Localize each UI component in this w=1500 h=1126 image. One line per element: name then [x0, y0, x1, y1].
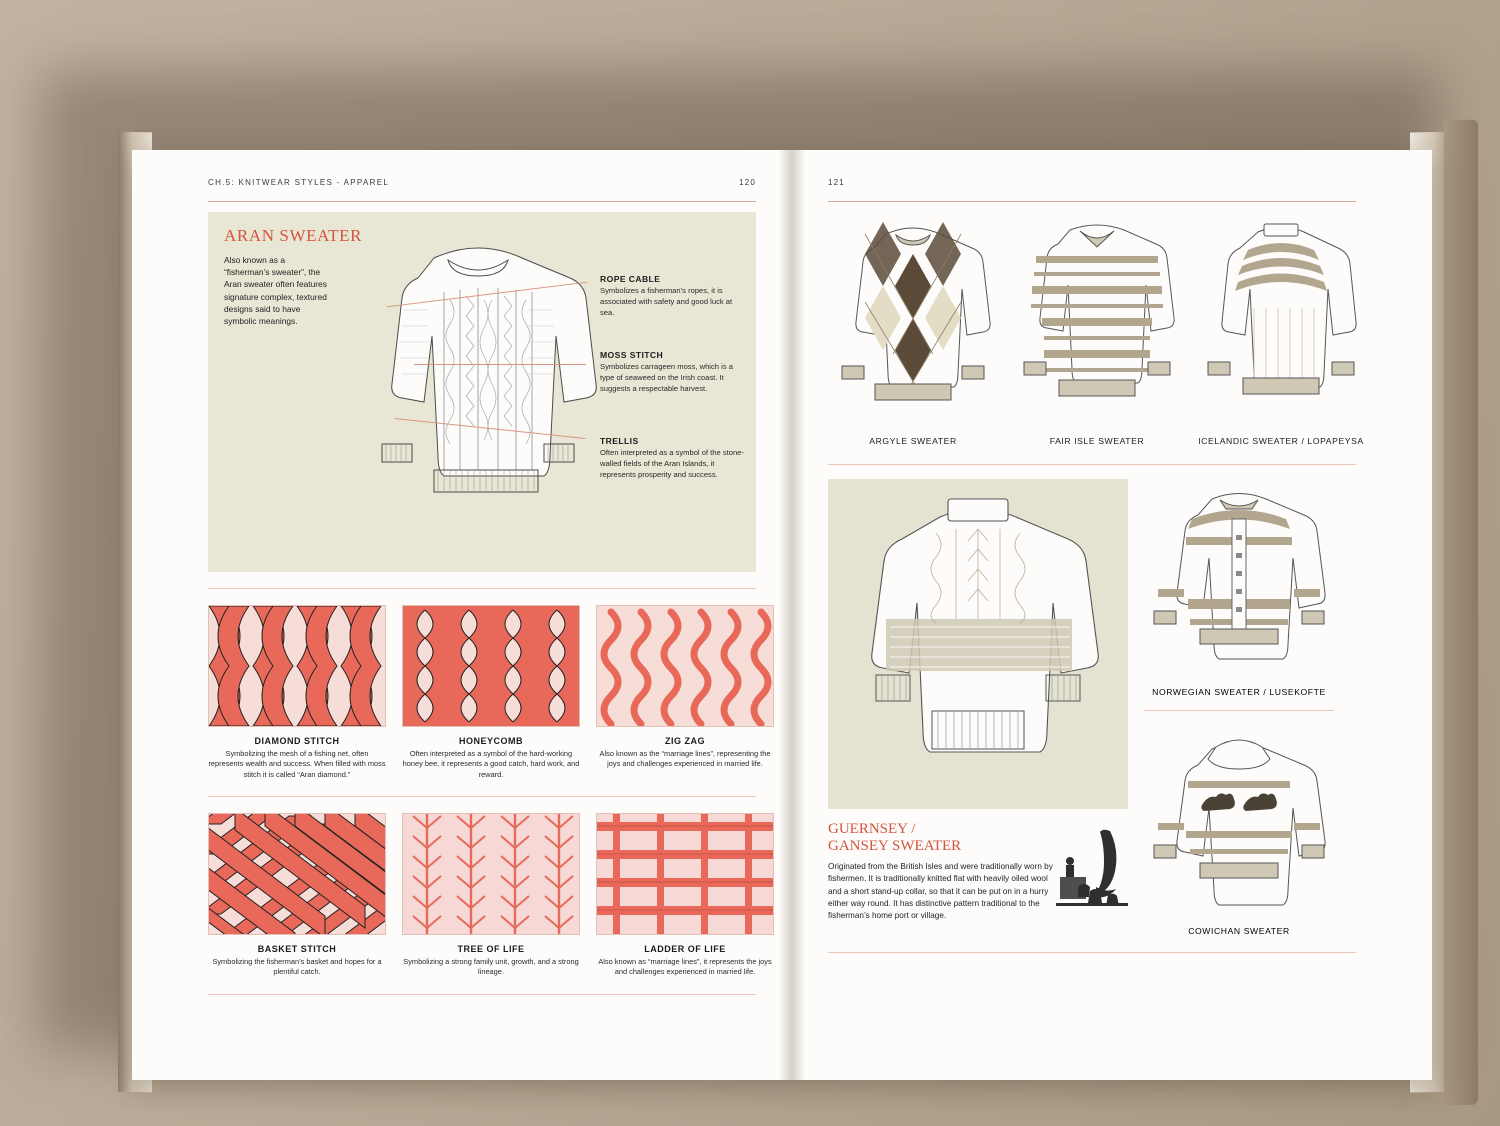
swatch-basket-stitch: [208, 813, 386, 935]
norwegian-sweater-illustration: [1144, 479, 1334, 679]
callout-heading: TRELLIS: [600, 436, 639, 446]
item-fair-isle-sweater: [1012, 216, 1182, 448]
sweater-row-top: [828, 216, 1364, 448]
stitch-name: TREE OF LIFE: [457, 944, 525, 955]
stitch-cell-tree-of-life: [402, 813, 580, 978]
book-cover-edge: [1444, 120, 1478, 1106]
guernsey-title-line2: GANSEY SWEATER: [828, 837, 962, 854]
divider-rule-2: [208, 796, 756, 797]
stitch-desc: Often interpreted as a symbol of the hard-working honey bee, it represents a good catch, hard work, and reward.: [402, 749, 580, 779]
item-norwegian-sweater: [1144, 479, 1334, 699]
header-rule-right: [828, 201, 1356, 202]
stitch-name: ZIG ZAG: [665, 736, 705, 746]
callout-body: Symbolizes a fisherman’s ropes, it is associated with safety and good luck at sea.: [600, 286, 733, 317]
callout-rope-cable: [600, 274, 748, 318]
page-number-left: 120: [739, 178, 756, 187]
running-head: CH.5: KNITWEAR STYLES - APPAREL: [208, 178, 390, 187]
stitch-desc: Symbolizing a strong family unit, growth, and a strong lineage.: [403, 957, 579, 977]
item-label: FAIR ISLE SWEATER: [1049, 436, 1145, 446]
aran-sweater-panel: [208, 212, 756, 572]
stitch-cell-zigzag: [596, 605, 774, 780]
callout-body: Often interpreted as a symbol of the stone-walled fields of the Aran Islands, it represents prosperity and success.: [600, 448, 744, 479]
aran-description: Also known as a “fisherman’s sweater”, the Aran sweater often features signature complex, textured designs said to have symbolic meanings.: [224, 255, 327, 326]
divider-rule-1: [208, 588, 756, 589]
stitch-name: DIAMOND STITCH: [254, 736, 340, 746]
leader-line-moss-stitch: [414, 364, 586, 365]
swatch-zig-zag: [596, 605, 774, 727]
right-lower-area: [828, 479, 1356, 938]
callout-moss-stitch: [600, 350, 748, 394]
item-label: ICELANDIC SWEATER / LOPAPEYSA: [1198, 436, 1364, 446]
swatch-tree-of-life: [402, 813, 580, 935]
stitch-name: BASKET STITCH: [257, 944, 337, 955]
aran-title: ARAN SWEATER: [224, 226, 363, 245]
stitch-desc: Symbolizing the mesh of a fishing net, often represents wealth and success. When filled with moss stitch it is called “Aran diamond.”: [208, 749, 386, 779]
guernsey-body: Originated from the British Isles and were traditionally worn by fishermen. It is traditionally knitted flat with heavily oiled wool and a short stand-up collar, so that it can be put on in a hurry either way round. It has distinctive pattern traditional to the fisherman’s home port or village.: [828, 862, 1053, 921]
item-label: NORWEGIAN SWEATER / LUSEKOFTE: [1152, 686, 1326, 697]
guernsey-block: [828, 479, 1128, 938]
swatch-honeycomb: [402, 605, 580, 727]
stitch-cell-ladder: [596, 813, 774, 978]
divider-rule-right-3: [828, 952, 1356, 953]
left-page: [132, 150, 792, 1080]
stitch-row-1: [208, 605, 771, 780]
fair-isle-sweater-illustration: [1012, 216, 1182, 426]
right-side-column: [1144, 479, 1334, 938]
book-spread: [132, 150, 1432, 1080]
stitch-row-2: [208, 813, 772, 978]
whale-engraving-illustration: [1056, 825, 1128, 917]
divider-rule-3: [208, 994, 756, 995]
left-page-header: [208, 178, 756, 187]
guernsey-title-line1: GUERNSEY /: [828, 820, 916, 837]
stitch-cell-honeycomb: [402, 605, 580, 780]
header-rule-left: [208, 201, 756, 202]
guernsey-image-panel: [828, 479, 1128, 809]
stitch-desc: Symbolizing the fisherman’s basket and hopes for a plentiful catch.: [212, 957, 382, 977]
callout-heading: MOSS STITCH: [600, 350, 664, 360]
swatch-diamond-stitch: [208, 605, 386, 727]
open-book: [58, 62, 1448, 1047]
guernsey-sweater-illustration: [828, 479, 1128, 809]
argyle-sweater-illustration: [828, 216, 998, 426]
stitch-cell-basket: [208, 813, 386, 978]
divider-rule-right-2: [1144, 710, 1334, 711]
stitch-cell-diamond: [208, 605, 386, 780]
item-cowichan-sweater: [1144, 723, 1334, 938]
book-gutter: [779, 150, 805, 1080]
item-argyle-sweater: [828, 216, 998, 448]
stitch-name: LADDER OF LIFE: [644, 944, 726, 955]
right-page-header: [828, 178, 1356, 187]
item-icelandic-sweater: [1196, 216, 1366, 448]
cowichan-sweater-illustration: [1144, 723, 1334, 918]
divider-rule-right-1: [828, 464, 1356, 465]
right-page: [792, 150, 1432, 1080]
page-number-right: 121: [828, 178, 845, 187]
swatch-ladder-of-life: [596, 813, 774, 935]
callout-trellis: [600, 436, 748, 480]
stitch-desc: Also known as “marriage lines”, it represents the joys and challenges experienced in married life.: [598, 957, 772, 977]
item-label: ARGYLE SWEATER: [869, 436, 957, 446]
stitch-desc: Also known as the “marriage lines”, representing the joys and challenges experienced in married life.: [599, 749, 771, 769]
callout-body: Symbolizes carrageen moss, which is a type of seaweed on the Irish coast. It suggests a respectable harvest.: [600, 362, 733, 393]
stitch-name: HONEYCOMB: [458, 736, 523, 746]
aran-sweater-illustration: [338, 230, 618, 530]
icelandic-sweater-illustration: [1196, 216, 1366, 426]
callout-heading: ROPE CABLE: [600, 274, 661, 284]
item-label: COWICHAN SWEATER: [1188, 926, 1290, 937]
